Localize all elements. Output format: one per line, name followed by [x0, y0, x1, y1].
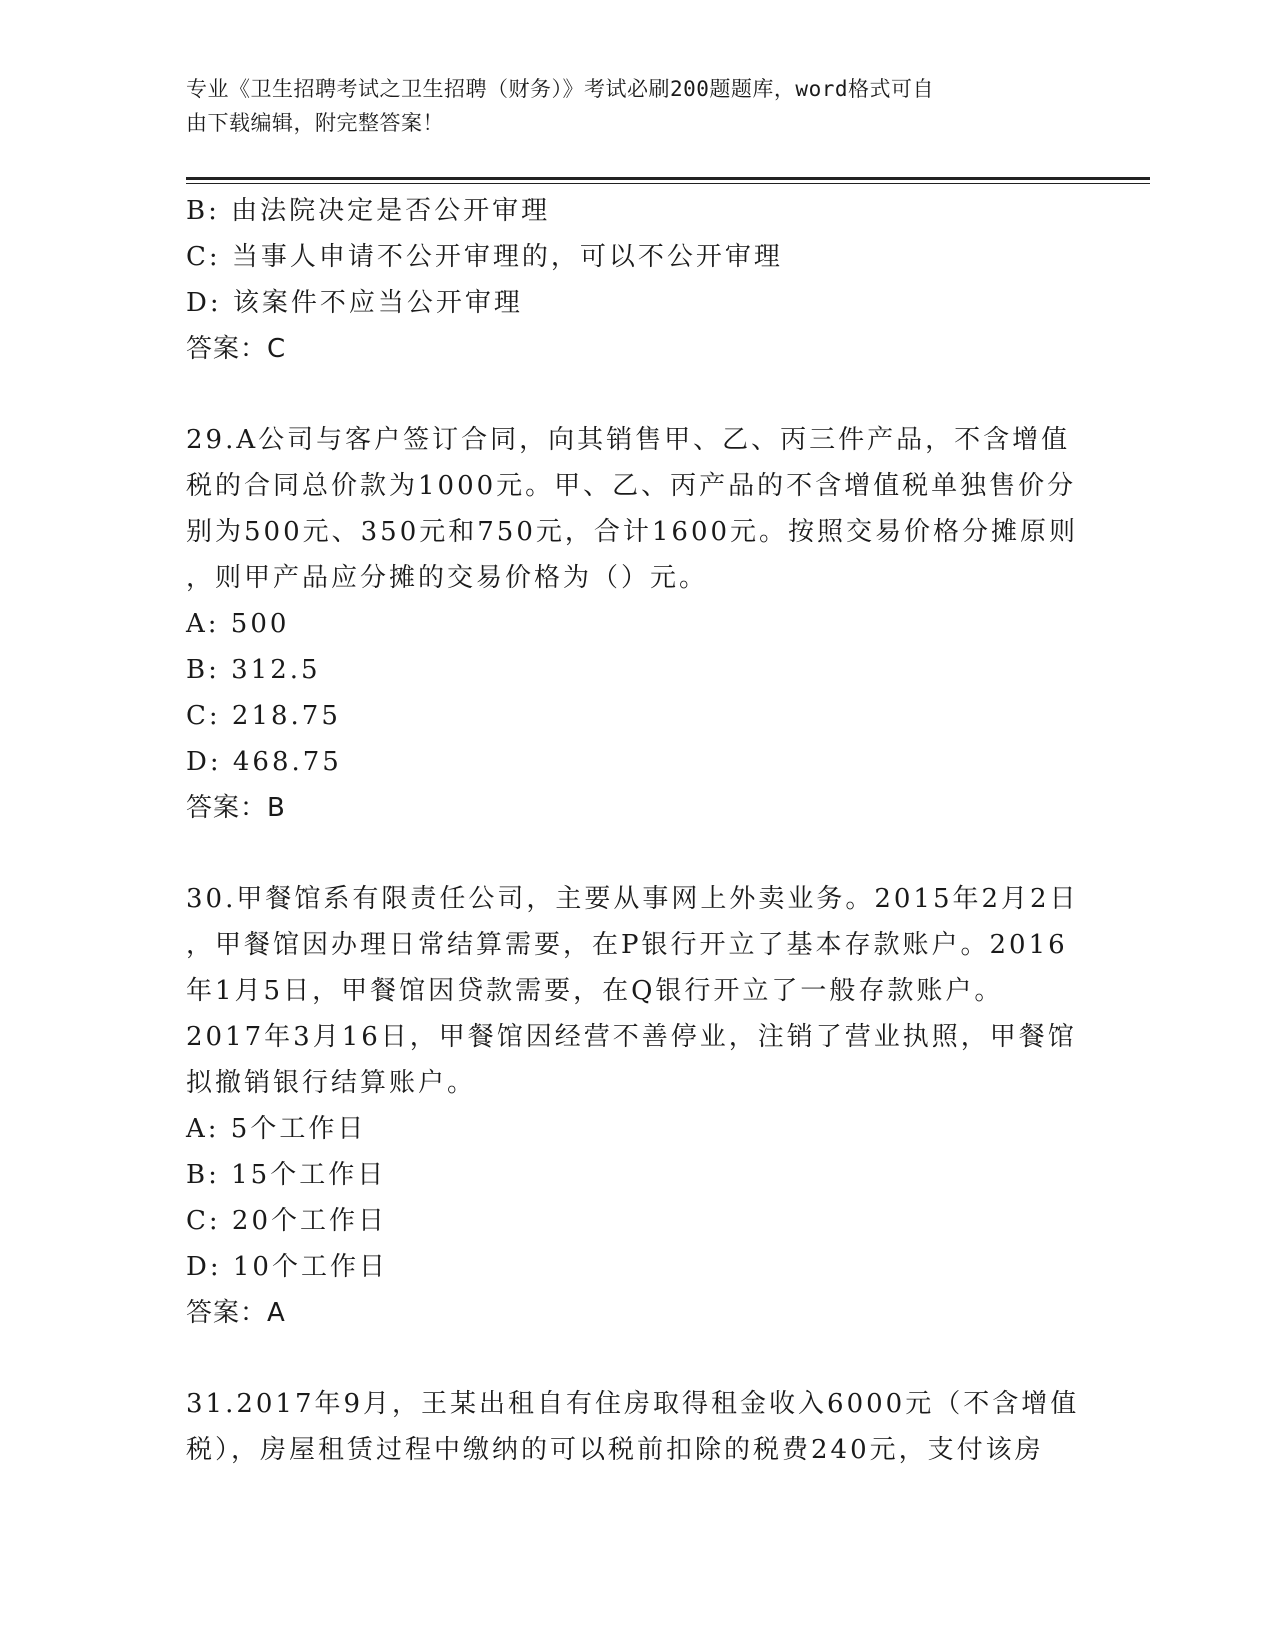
question-stem-line: 税），房屋租赁过程中缴纳的可以税前扣除的税费240元，支付该房 — [186, 1435, 1044, 1465]
header-rule-thick — [186, 177, 1150, 180]
question-29 — [186, 417, 1086, 831]
header-rule-thin — [186, 183, 1150, 184]
header-line-1: 专业《卫生招聘考试之卫生招聘（财务）》考试必刷200题题库，word格式可自 — [186, 77, 934, 101]
option-a: A: 5个工作日 — [186, 1114, 367, 1144]
option-b: B: 312.5 — [186, 655, 321, 685]
document-header — [186, 72, 1066, 140]
question-stem-line: ，甲餐馆因办理日常结算需要，在P银行开立了基本存款账户。2016 — [186, 930, 1068, 960]
option-c: C: 当事人申请不公开审理的，可以不公开审理 — [186, 242, 783, 272]
option-d: D: 468.75 — [186, 747, 342, 777]
option-b: B: 由法院决定是否公开审理 — [186, 196, 551, 226]
question-31 — [186, 1381, 1086, 1473]
question-list — [186, 188, 1086, 1473]
question-stem-line: 年1月5日，甲餐馆因贷款需要，在Q银行开立了一般存款账户。 — [186, 976, 1004, 1006]
question-stem-line: 拟撤销银行结算账户。 — [186, 1068, 477, 1098]
option-b: B: 15个工作日 — [186, 1160, 387, 1190]
answer: 答案：A — [186, 1298, 286, 1328]
option-a: A: 500 — [186, 609, 290, 639]
option-d: D: 该案件不应当公开审理 — [186, 288, 523, 318]
header-line-2: 由下载编辑，附完整答案！ — [186, 111, 444, 135]
question-stem-line: 30.甲餐馆系有限责任公司，主要从事网上外卖业务。2015年2月2日 — [186, 884, 1079, 914]
question-stem-line: 别为500元、350元和750元，合计1600元。按照交易价格分摊原则 — [186, 517, 1079, 547]
answer: 答案：B — [186, 793, 286, 823]
question-stem-line: 税的合同总价款为1000元。甲、乙、丙产品的不含增值税单独售价分 — [186, 471, 1077, 501]
answer: 答案：C — [186, 334, 287, 364]
option-d: D: 10个工作日 — [186, 1252, 388, 1282]
question-30 — [186, 876, 1086, 1336]
question-28 — [186, 188, 1086, 372]
option-c: C: 20个工作日 — [186, 1206, 388, 1236]
question-stem-line: ，则甲产品应分摊的交易价格为（）元。 — [186, 563, 709, 593]
question-stem-line: 31.2017年9月，王某出租自有住房取得租金收入6000元（不含增值 — [186, 1389, 1080, 1419]
option-c: C: 218.75 — [186, 701, 341, 731]
question-stem-line: 29.A公司与客户签订合同，向其销售甲、乙、丙三件产品，不含增值 — [186, 425, 1071, 455]
question-stem-line: 2017年3月16日，甲餐馆因经营不善停业，注销了营业执照，甲餐馆 — [186, 1022, 1077, 1052]
